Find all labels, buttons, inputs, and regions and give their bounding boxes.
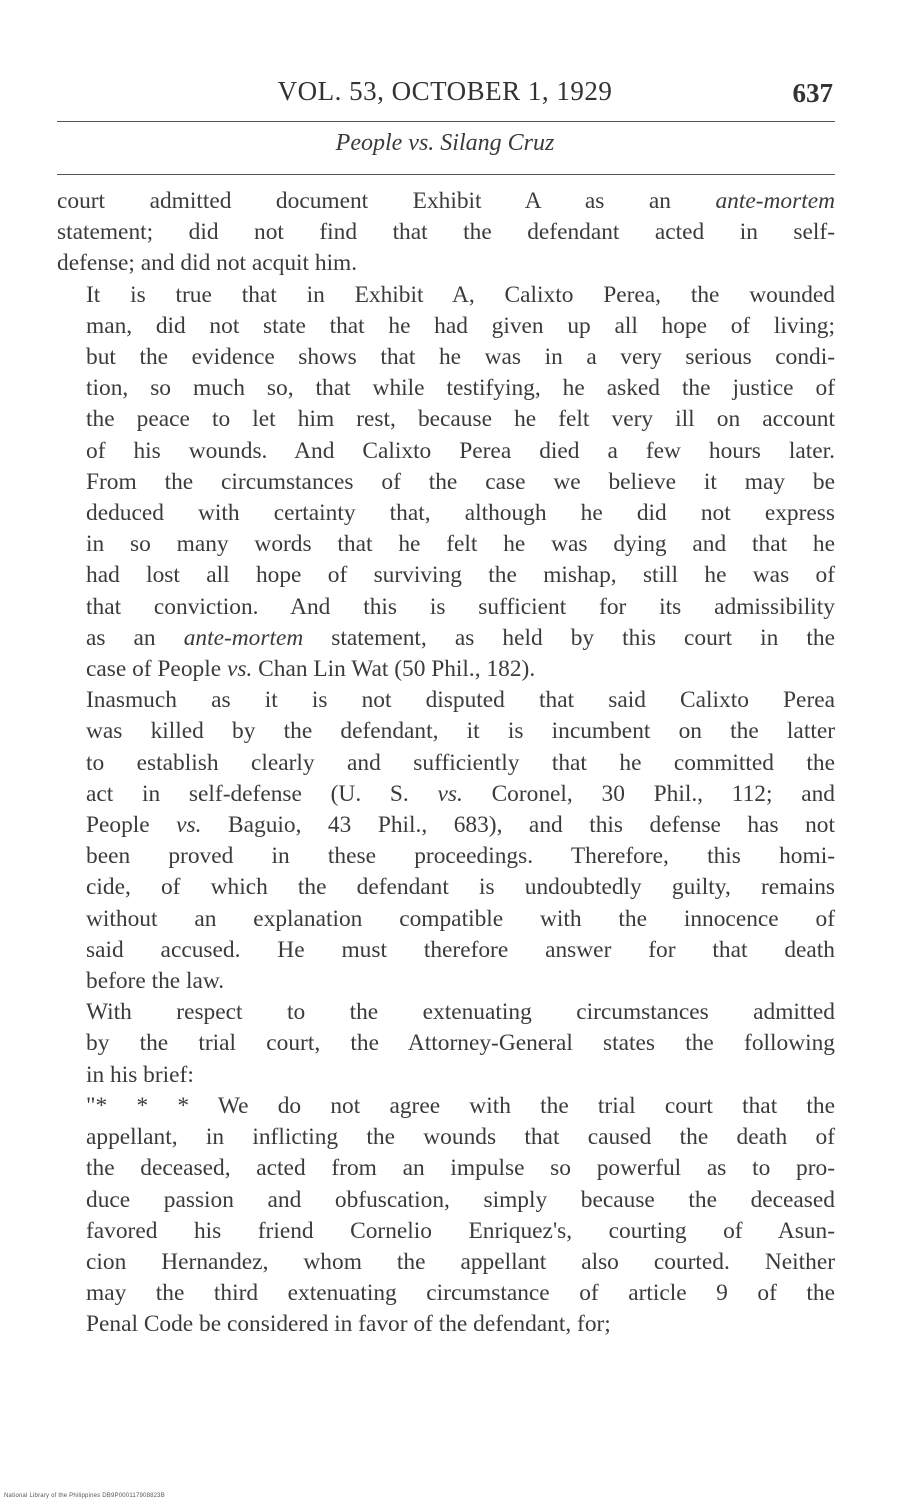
text-line: before the law. — [86, 968, 225, 995]
text-line: by the trial court, the Attorney-General states the following — [86, 1030, 835, 1057]
text-line: in so many words that he felt he was dying and that he — [86, 531, 835, 558]
text-line: but the evidence shows that he was in a very serious condi- — [86, 344, 835, 371]
text-line: been proved in these proceedings. Therefore, this homi- — [86, 843, 835, 870]
text-line: cide, of which the defendant is undoubtedly guilty, remains — [86, 874, 835, 901]
page-header — [55, 76, 835, 116]
paragraph-p1 — [57, 186, 835, 280]
running-title: People vs. Silang Cruz — [335, 130, 555, 156]
text-line: With respect to the extenuating circumstances admitted — [86, 999, 835, 1026]
text-line: man, did not state that he had given up all hope of living; — [86, 312, 835, 339]
paragraph-p2 — [57, 280, 835, 686]
text-line: appellant, in inflicting the wounds that caused the death of — [86, 1124, 835, 1151]
text-line: the peace to let him rest, because he felt very ill on account — [86, 406, 835, 433]
text-line: "* * * We do not agree with the trial court that the — [86, 1092, 835, 1119]
paragraph-p5 — [57, 1091, 835, 1341]
text-line: the deceased, acted from an impulse so powerful as to pro- — [86, 1155, 835, 1182]
text-line: act in self-defense (U. S. vs. Coronel, 30 Phil., 112; and — [86, 780, 835, 807]
text-line: had lost all hope of surviving the mishap, still he was of — [86, 562, 835, 589]
text-line: that conviction. And this is sufficient for its admissibility — [86, 593, 835, 620]
paragraph-p4 — [57, 997, 835, 1091]
text-line: Inasmuch as it is not disputed that said Calixto Perea — [86, 687, 835, 714]
text-line: without an explanation compatible with the innocence of — [86, 905, 835, 932]
text-line: court admitted document Exhibit A as an ante-mortem — [57, 188, 835, 214]
volume-date-line: VOL. 53, OCTOBER 1, 1929 — [277, 76, 613, 106]
text-line: statement; did not find that the defendant acted in self- — [57, 219, 835, 246]
text-line: as an ante-mortem statement, as held by this court in the — [86, 624, 835, 651]
paragraph-p3 — [57, 685, 835, 997]
text-line: in his brief: — [86, 1061, 194, 1088]
text-line: cion Hernandez, whom the appellant also courted. Neither — [86, 1248, 835, 1275]
text-line: to establish clearly and sufficiently that he committed the — [86, 749, 835, 776]
text-line: of his wounds. And Calixto Perea died a few hours later. — [86, 437, 835, 464]
text-line: tion, so much so, that while testifying, he asked the justice of — [86, 375, 835, 402]
text-line: said accused. He must therefore answer for that death — [86, 936, 835, 963]
header-rule-top — [57, 121, 835, 122]
text-line: was killed by the defendant, it is incumbent on the latter — [86, 718, 835, 745]
text-line: defense; and did not acquit him. — [57, 250, 358, 277]
text-line: deduced with certainty that, although he did not express — [86, 500, 835, 527]
text-line: People vs. Baguio, 43 Phil., 683), and this defense has not — [86, 812, 835, 839]
footer-watermark: National Library of the Philippines DB9P000117908823B — [4, 1493, 165, 1499]
text-line: Penal Code be considered in favor of the defendant, for; — [86, 1311, 611, 1338]
page-number: 637 — [792, 78, 833, 108]
body-text — [57, 186, 835, 1341]
text-line: It is true that in Exhibit A, Calixto Perea, the wounded — [86, 281, 835, 308]
text-line: From the circumstances of the case we believe it may be — [86, 468, 835, 495]
text-line: favored his friend Cornelio Enriquez's, courting of Asun- — [86, 1217, 835, 1244]
text-line: case of People vs. Chan Lin Wat (50 Phil., 182). — [86, 656, 536, 683]
text-line: may the third extenuating circumstance of article 9 of the — [86, 1280, 835, 1307]
text-line: duce passion and obfuscation, simply because the deceased — [86, 1186, 835, 1213]
header-rule-bottom — [57, 174, 835, 175]
